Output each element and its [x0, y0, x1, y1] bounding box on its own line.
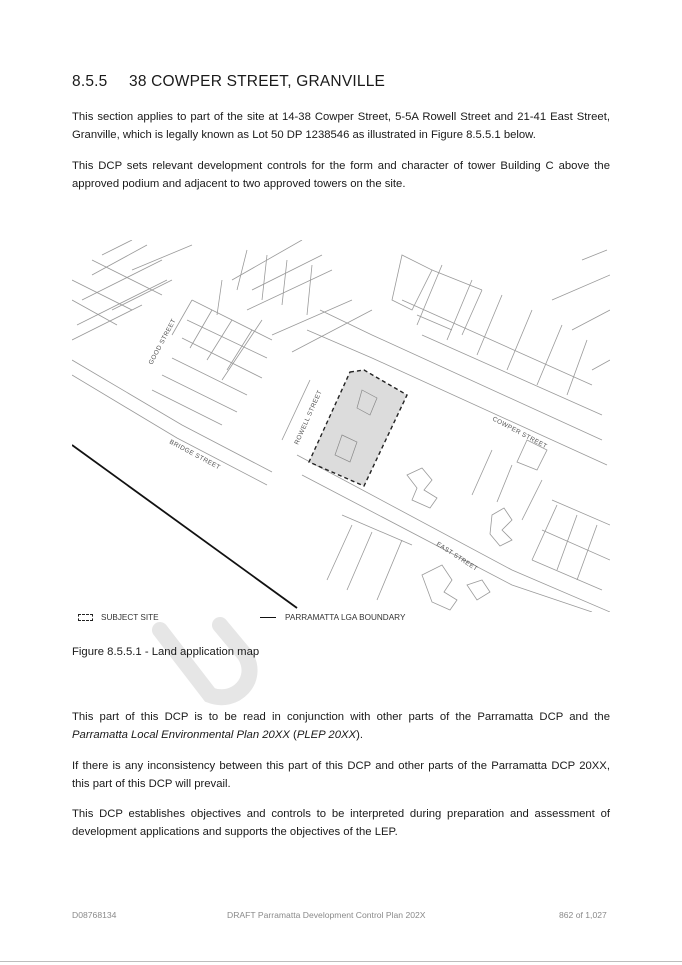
street-label-cowper: COWPER STREET — [491, 415, 549, 451]
page-bottom-rule — [0, 961, 682, 962]
footer-doc-id: D08768134 — [72, 910, 117, 920]
street-label-good: GOOD STREET — [147, 317, 178, 366]
lga-boundary-line — [72, 445, 297, 608]
p3-plan-abbrev: PLEP 20XX — [296, 729, 357, 741]
intro-paragraph-2: This DCP sets relevant development controls for the form and character of tower Building C above the approved podium and adjacent to two approved towers on the site. — [72, 160, 610, 190]
street-label-rowell: ROWELL STREET — [293, 389, 324, 446]
land-application-map — [72, 240, 610, 612]
body-paragraph-3 — [72, 708, 610, 744]
body-paragraph-5: This DCP establishes objectives and controls to be interpreted during preparation and assessment of development applications and supports the objectives of the LEP. — [72, 808, 610, 838]
legend-subject-site-label: SUBJECT SITE — [101, 613, 159, 622]
section-heading — [72, 73, 385, 91]
dashed-box-icon — [78, 614, 93, 621]
footer-page-number: 862 of 1,027 — [559, 910, 607, 920]
p3-text-1: This part of this DCP is to be read in conjunction with other parts of the Parramatta DCP and the — [72, 711, 610, 723]
p3-text-3: ). — [356, 729, 363, 741]
p3-plan-name: Parramatta Local Environmental Plan 20XX — [72, 729, 290, 741]
section-title: 38 COWPER STREET, GRANVILLE — [129, 73, 386, 90]
legend-lga-boundary — [260, 613, 405, 622]
figure-caption: Figure 8.5.5.1 - Land application map — [72, 646, 260, 658]
street-label-east: EAST STREET — [434, 540, 479, 573]
p3-text-2: ( — [289, 729, 297, 741]
subject-site-boundary — [309, 370, 407, 486]
section-number: 8.5.5 — [72, 73, 108, 90]
legend-subject-site — [78, 613, 159, 622]
intro-paragraph-1: This section applies to part of the site at 14-38 Cowper Street, 5-5A Rowell Street and 21-41 East Street, Granville, which is legally known as Lot 50 DP 1238546 as illustrated in Figure 8.5.5.1 below. — [72, 111, 610, 141]
body-paragraph-4: If there is any inconsistency between this part of this DCP and other parts of the Parramatta DCP 20XX, this part of this DCP will prevail. — [72, 760, 610, 790]
footer-doc-title: DRAFT Parramatta Development Control Plan 202X — [227, 910, 426, 920]
street-label-bridge: BRIDGE STREET — [168, 438, 222, 472]
legend-lga-boundary-label: PARRAMATTA LGA BOUNDARY — [285, 613, 406, 622]
